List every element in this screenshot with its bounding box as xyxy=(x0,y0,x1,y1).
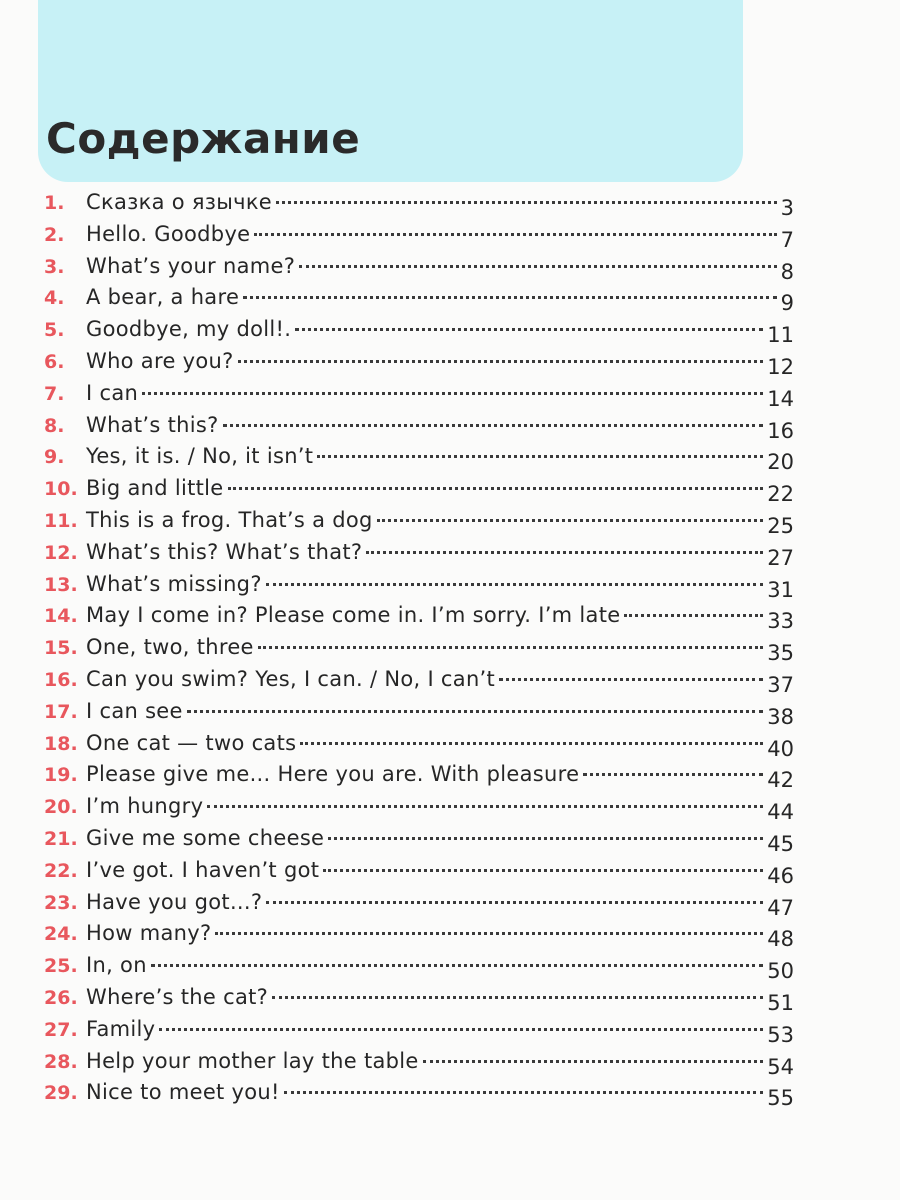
toc-entry-title: I’ve got. I haven’t got xyxy=(86,857,320,882)
toc-entry-number: 3. xyxy=(44,255,65,278)
toc-entry-title: I can see xyxy=(86,698,183,723)
toc-entry-number: 10. xyxy=(44,478,78,501)
toc-dot-leader xyxy=(223,424,764,427)
toc-entry-title: What’s missing? xyxy=(86,571,262,596)
table-of-contents xyxy=(44,187,794,1109)
toc-dot-leader xyxy=(243,296,776,299)
toc-dot-leader xyxy=(499,678,763,681)
toc-entry-number: 11. xyxy=(44,509,78,532)
toc-entry[interactable] xyxy=(44,314,794,346)
toc-entry-number: 16. xyxy=(44,668,78,691)
toc-entry-title: Where’s the cat? xyxy=(86,984,269,1009)
toc-entry[interactable] xyxy=(44,1077,794,1109)
toc-entry[interactable] xyxy=(44,187,794,219)
toc-entry-page: 7 xyxy=(780,227,794,252)
toc-dot-leader xyxy=(207,805,763,808)
toc-entry-number: 17. xyxy=(44,700,78,723)
toc-entry-page: 50 xyxy=(767,959,794,984)
toc-entry[interactable] xyxy=(44,473,794,505)
toc-entry-number: 15. xyxy=(44,637,78,660)
toc-entry-title: Can you swim? Yes, I can. / No, I can’t xyxy=(86,666,496,691)
toc-entry-title: What’s this? What’s that? xyxy=(86,539,363,564)
toc-entry-number: 18. xyxy=(44,732,78,755)
toc-entry-number: 20. xyxy=(44,796,78,819)
toc-entry-number: 13. xyxy=(44,573,78,596)
toc-entry-number: 12. xyxy=(44,541,78,564)
toc-dot-leader xyxy=(266,583,764,586)
toc-entry-title: In, on xyxy=(86,953,147,978)
toc-entry-title: Hello. Goodbye xyxy=(86,221,251,246)
toc-entry-page: 31 xyxy=(767,577,794,602)
toc-entry-number: 19. xyxy=(44,764,78,787)
toc-entry[interactable] xyxy=(44,823,794,855)
toc-dot-leader xyxy=(276,201,777,204)
toc-dot-leader xyxy=(323,869,763,872)
toc-dot-leader xyxy=(266,901,763,904)
toc-entry[interactable] xyxy=(44,696,794,728)
toc-entry-page: 14 xyxy=(767,386,794,411)
toc-entry-title: What’s your name? xyxy=(86,253,296,278)
toc-entry[interactable] xyxy=(44,982,794,1014)
toc-entry-number: 2. xyxy=(44,223,65,246)
toc-dot-leader xyxy=(258,646,763,649)
toc-entry-page: 25 xyxy=(767,513,794,538)
toc-entry-number: 7. xyxy=(44,382,65,405)
toc-entry-title: Help your mother lay the table xyxy=(86,1048,419,1073)
toc-entry-title: May I come in? Please come in. I’m sorry. I’m late xyxy=(86,603,621,628)
toc-dot-leader xyxy=(254,233,776,236)
toc-dot-leader xyxy=(583,773,763,776)
toc-entry-title: Yes, it is. / No, it isn’t xyxy=(86,444,314,469)
toc-dot-leader xyxy=(215,932,763,935)
toc-entry[interactable] xyxy=(44,505,794,537)
toc-entry-page: 44 xyxy=(767,800,794,825)
toc-dot-leader xyxy=(328,837,763,840)
toc-entry-title: I’m hungry xyxy=(86,794,204,819)
toc-entry-number: 9. xyxy=(44,446,65,469)
toc-entry[interactable] xyxy=(44,759,794,791)
toc-entry-page: 51 xyxy=(767,990,794,1015)
toc-entry[interactable] xyxy=(44,537,794,569)
toc-entry[interactable] xyxy=(44,282,794,314)
toc-entry-number: 26. xyxy=(44,986,78,1009)
toc-entry-title: Big and little xyxy=(86,476,224,501)
toc-dot-leader xyxy=(377,519,764,522)
toc-entry[interactable] xyxy=(44,346,794,378)
toc-entry-page: 42 xyxy=(767,768,794,793)
toc-entry-number: 27. xyxy=(44,1018,78,1041)
toc-entry-page: 22 xyxy=(767,482,794,507)
toc-entry-number: 14. xyxy=(44,605,78,628)
toc-entry[interactable] xyxy=(44,887,794,919)
toc-entry-page: 47 xyxy=(767,895,794,920)
toc-entry-title: One cat — two cats xyxy=(86,730,297,755)
toc-dot-leader xyxy=(159,1028,763,1031)
toc-entry-page: 12 xyxy=(767,354,794,379)
toc-dot-leader xyxy=(317,455,763,458)
toc-dot-leader xyxy=(238,360,764,363)
toc-entry-number: 24. xyxy=(44,923,78,946)
toc-entry-number: 23. xyxy=(44,891,78,914)
toc-entry[interactable] xyxy=(44,1014,794,1046)
toc-entry-page: 37 xyxy=(767,672,794,697)
toc-entry[interactable] xyxy=(44,918,794,950)
toc-entry[interactable] xyxy=(44,855,794,887)
toc-dot-leader xyxy=(366,551,763,554)
toc-entry[interactable] xyxy=(44,441,794,473)
toc-entry-number: 8. xyxy=(44,414,65,437)
toc-entry-page: 53 xyxy=(767,1022,794,1047)
toc-dot-leader xyxy=(299,265,776,268)
toc-entry-title: Who are you? xyxy=(86,348,234,373)
toc-entry-number: 28. xyxy=(44,1050,78,1073)
toc-entry-page: 55 xyxy=(767,1086,794,1111)
toc-dot-leader xyxy=(228,487,764,490)
toc-entry-page: 20 xyxy=(767,450,794,475)
toc-entry[interactable] xyxy=(44,569,794,601)
toc-entry[interactable] xyxy=(44,378,794,410)
toc-entry-number: 1. xyxy=(44,192,65,214)
header-banner xyxy=(38,0,743,182)
toc-entry-title: Please give me... Here you are. With pleasure xyxy=(86,762,580,787)
toc-entry[interactable] xyxy=(44,219,794,251)
toc-dot-leader xyxy=(295,328,763,331)
toc-entry-title: How many? xyxy=(86,921,212,946)
toc-entry-number: 29. xyxy=(44,1082,78,1105)
toc-entry-title: Сказка о язычке xyxy=(86,190,273,214)
toc-entry-number: 21. xyxy=(44,827,78,850)
toc-entry-page: 8 xyxy=(780,259,794,284)
toc-entry-number: 6. xyxy=(44,350,65,373)
toc-entry-page: 48 xyxy=(767,927,794,952)
toc-entry-title: A bear, a hare xyxy=(86,285,240,310)
toc-entry[interactable] xyxy=(44,791,794,823)
toc-dot-leader xyxy=(142,392,763,395)
toc-entry[interactable] xyxy=(44,251,794,283)
toc-entry-page: 3 xyxy=(780,196,794,220)
toc-entry-page: 46 xyxy=(767,863,794,888)
toc-entry-page: 35 xyxy=(767,641,794,666)
toc-entry-page: 45 xyxy=(767,831,794,856)
toc-entry-title: One, two, three xyxy=(86,635,254,660)
toc-entry-title: I can xyxy=(86,380,139,405)
toc-entry-title: This is a frog. That’s a dog xyxy=(86,507,373,532)
toc-entry-page: 33 xyxy=(767,609,794,634)
toc-entry[interactable] xyxy=(44,728,794,760)
toc-entry[interactable] xyxy=(44,1046,794,1078)
toc-entry[interactable] xyxy=(44,410,794,442)
toc-dot-leader xyxy=(300,742,763,745)
toc-dot-leader xyxy=(272,996,763,999)
toc-entry-title: Have you got...? xyxy=(86,889,263,914)
toc-entry-page: 27 xyxy=(767,545,794,570)
toc-entry[interactable] xyxy=(44,632,794,664)
toc-entry-page: 16 xyxy=(767,418,794,443)
toc-entry-page: 54 xyxy=(767,1054,794,1079)
toc-entry-title: What’s this? xyxy=(86,412,219,437)
toc-dot-leader xyxy=(284,1091,764,1094)
toc-entry[interactable] xyxy=(44,664,794,696)
toc-entry[interactable] xyxy=(44,950,794,982)
toc-entry-number: 22. xyxy=(44,859,78,882)
toc-entry-number: 25. xyxy=(44,955,78,978)
toc-dot-leader xyxy=(151,964,763,967)
toc-entry-page: 40 xyxy=(767,736,794,761)
toc-entry-page: 9 xyxy=(780,291,794,316)
toc-entry-title: Give me some cheese xyxy=(86,825,325,850)
toc-entry[interactable] xyxy=(44,600,794,632)
toc-entry-page: 38 xyxy=(767,704,794,729)
toc-dot-leader xyxy=(423,1060,764,1063)
toc-entry-title: Goodbye, my doll!. xyxy=(86,317,292,342)
toc-dot-leader xyxy=(187,710,764,713)
toc-entry-number: 4. xyxy=(44,287,65,310)
page-title: Содержание xyxy=(46,114,361,163)
toc-entry-page: 11 xyxy=(767,323,794,348)
toc-entry-title: Nice to meet you! xyxy=(86,1080,280,1105)
toc-entry-number: 5. xyxy=(44,319,65,342)
toc-entry-title: Family xyxy=(86,1016,156,1041)
toc-dot-leader xyxy=(624,614,763,617)
